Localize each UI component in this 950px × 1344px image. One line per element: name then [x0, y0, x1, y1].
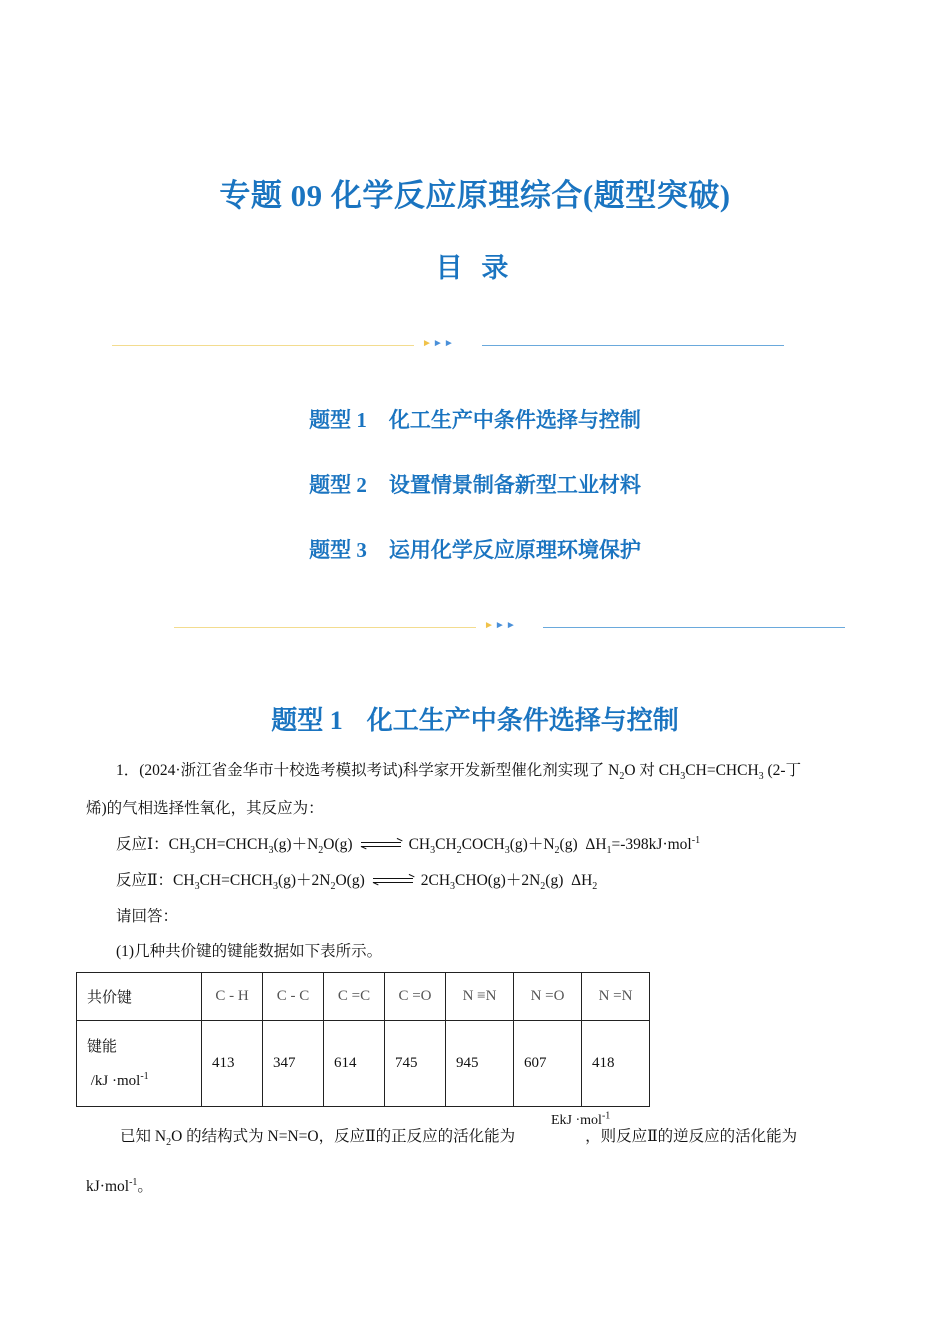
table-cell: 945 [446, 1021, 514, 1107]
table-cell: 347 [263, 1021, 324, 1107]
unit-line: kJ·mol$^{-1}$。 [86, 1176, 153, 1195]
table-header-bond: 共价键 [77, 973, 202, 1021]
table-cell: C - C [263, 973, 324, 1021]
sub-question-1: (1)几种共价键的键能数据如下表所示。 [116, 943, 383, 960]
toc-item-2[interactable]: 题型 2 设置情景制备新型工业材料 [309, 473, 641, 497]
table-row [77, 1021, 650, 1107]
section-heading: 题型 1 化工生产中条件选择与控制 [271, 706, 679, 735]
known-text: 已知 $N_2O$ 的结构式为 N=N=O，反应Ⅱ的正反应的活化能为 ，则反应Ⅱ的逆反应的活化能为 [120, 1128, 798, 1149]
question-intro-line2: 烯)的气相选择性氧化，其反应为： [86, 800, 324, 817]
table-cell: 413 [202, 1021, 263, 1107]
table-cell: N =N [582, 973, 650, 1021]
table-row [77, 973, 650, 1021]
ask-text: 请回答： [116, 908, 179, 925]
table-cell: 418 [582, 1021, 650, 1107]
table-cell: N ≡N [446, 973, 514, 1021]
page-title: 专题 09 化学反应原理综合(题型突破) [219, 178, 731, 213]
table-cell: 607 [514, 1021, 582, 1107]
table-cell: C =C [324, 973, 385, 1021]
question-intro: 1．(2024·浙江省金华市十校选考模拟考试)科学家开发新型催化剂实现了 $N_2O$ 对 $CH_3CH=CHCH_3$ (2-丁 [116, 762, 802, 783]
table-header-energy: 键能 /kJ ·mol$^{-1}$ [77, 1021, 202, 1107]
equilibrium-arrow-icon-2 [373, 876, 413, 886]
bond-energy-table [76, 972, 650, 1107]
toc-heading: 目 录 [435, 253, 515, 283]
activation-energy-label: EkJ ·mol$^{-1}$ [551, 1110, 611, 1128]
answer-blank[interactable] [515, 1126, 585, 1148]
toc-item-1[interactable]: 题型 1 化工生产中条件选择与控制 [309, 408, 641, 432]
divider-arrows-icon-2: ►►► [484, 620, 517, 631]
table-cell: C - H [202, 973, 263, 1021]
table-cell: 614 [324, 1021, 385, 1107]
divider-line-right-2 [543, 627, 845, 628]
divider-line-left [112, 345, 414, 346]
equilibrium-arrow-icon [361, 840, 401, 850]
table-cell: N =O [514, 973, 582, 1021]
reaction-1: 反应Ⅰ：$CH_3CH=CHCH_3(g)+N_2O(g)$ $CH_3CH_2COCH_3(g)+N_2(g)$ $\Delta H_1=-398kJ\cdot mol^{-1}$ [116, 834, 701, 857]
table-cell: C =O [385, 973, 446, 1021]
table-cell: 745 [385, 1021, 446, 1107]
divider-line-left-2 [174, 627, 476, 628]
toc-item-3[interactable]: 题型 3 运用化学反应原理环境保护 [309, 538, 641, 562]
divider-line-right [482, 345, 784, 346]
divider-arrows-icon: ►►► [422, 338, 455, 349]
reaction-2: 反应Ⅱ：$CH_3CH=CHCH_3(g)+2N_2O(g)$ $2CH_3CHO(g)+2N_2(g)$ $\Delta H_2$ [116, 872, 598, 893]
